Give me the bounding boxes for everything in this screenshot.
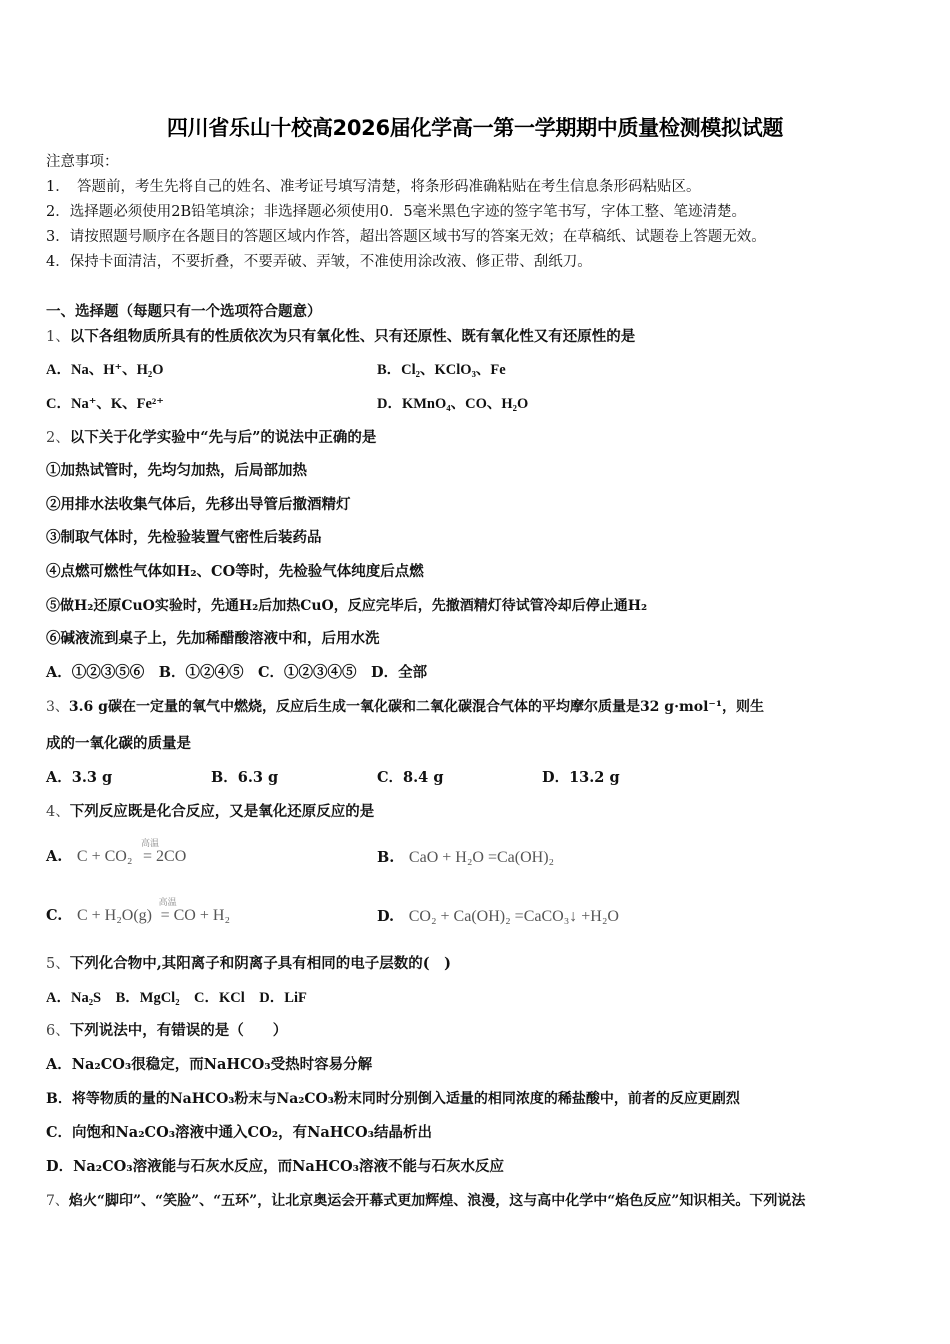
question-number: 2、 [46,430,70,446]
notice-heading: 注意事项： [46,154,119,170]
question-text: 以下关于化学实验中“先与后”的说法中正确的是 [69,429,377,446]
notice-item-3: 3．请按照题号顺序在各题目的答题区域内作答，超出答题区域书写的答案无效；在草稿纸、试题卷上答题无效。 [46,229,766,245]
question-1-stem [46,327,635,347]
q3-option-c: C．8.4 g [377,769,444,786]
equation-right: 高温 = 2CO [143,847,186,867]
option-label: B. [377,849,395,866]
q1-option-d: D．KMnO₄、CO、H₂O [377,396,529,412]
q6-option-a: A．Na₂CO₃很稳定，而NaHCO₃受热时容易分解 [46,1056,373,1073]
page-title: 四川省乐山十校高2026届化学高一第一学期期中质量检测模拟试题 [166,116,784,140]
q2-item-6: ⑥碱液流到桌子上，先加稀醋酸溶液中和，后用水洗 [46,630,380,647]
question-text: 下列说法中，有错误的是（ ） [69,1022,288,1039]
q4-option-c [46,897,231,926]
option-label: A. [46,848,63,865]
q1-option-a: A．Na、H⁺、H₂O [46,362,164,378]
question-text: 下列反应既是化合反应，又是氧化还原反应的是 [69,803,375,820]
question-3-stem-cont: 成的一氧化碳的质量是 [46,735,191,752]
question-number: 3、 [46,699,69,715]
q3-option-d: D．13.2 g [542,769,620,786]
q2-item-3: ③制取气体时，先检验装置气密性后装药品 [46,529,322,546]
notice-item-1: 1． 答题前，考生先将自己的姓名、准考证号填写清楚，将条形码准确粘贴在考生信息条形码粘贴区。 [46,179,701,195]
question-3-stem [46,697,764,717]
option-label: C. [46,907,63,924]
q6-option-b: B．将等物质的量的NaHCO₃粉末与Na₂CO₃粉末同时分别倒入适量的相同浓度的稀盐酸中，前者的反应更剧烈 [46,1091,740,1107]
question-text: 下列化合物中,其阳离子和阴离子具有相同的电子层数的( ) [69,955,452,972]
question-number: 7、 [46,1193,69,1209]
question-5-stem [46,954,451,974]
q2-options: A．①②③⑤⑥ B．①②④⑤ C．①②③④⑤ D．全部 [46,664,428,681]
q5-options: A．Na₂S B．MgCl₂ C．KCl D．LiF [46,990,307,1006]
question-7-stem [46,1191,805,1211]
question-2-stem [46,428,376,448]
question-number: 5、 [46,956,70,972]
q2-item-4: ④点燃可燃性气体如H₂、CO等时，先检验气体纯度后点燃 [46,563,424,580]
q3-option-b: B．6.3 g [211,769,279,786]
q4-option-d [377,907,619,927]
q2-item-1: ①加热试管时，先均匀加热，后局部加热 [46,462,307,479]
q2-item-2: ②用排水法收集气体后，先移出导管后撤酒精灯 [46,496,351,513]
reaction-condition: 高温 [158,897,177,907]
option-label: D. [377,908,395,925]
q1-option-c: C．Na⁺、K、Fe²⁺ [46,396,164,412]
notice-item-4: 4．保持卡面清洁，不要折叠，不要弄破、弄皱，不准使用涂改液、修正带、刮纸刀。 [46,254,592,270]
reaction-condition: 高温 [141,838,160,848]
equation: CaO + H₂O =Ca(OH)₂ [408,849,555,866]
question-number: 6、 [46,1023,70,1039]
q6-option-d: D．Na₂CO₃溶液能与石灰水反应，而NaHCO₃溶液不能与石灰水反应 [46,1158,504,1175]
q4-option-b [377,848,554,868]
q1-option-b: B．Cl₂、KClO₃、Fe [377,362,506,378]
question-6-stem [46,1021,287,1041]
equation: CO₂ + Ca(OH)₂ =CaCO₃↓ +H₂O [408,908,619,925]
q3-option-a: A．3.3 g [46,769,113,786]
question-text: 以下各组物质所具有的性质依次为只有氧化性、只有还原性、既有氧化性又有还原性的是 [69,328,636,345]
q6-option-c: C．向饱和Na₂CO₃溶液中通入CO₂，有NaHCO₃结晶析出 [46,1124,432,1141]
equation-left: C + CO₂ [76,848,133,865]
q4-option-a [46,838,187,867]
question-4-stem [46,802,374,822]
question-number: 1、 [46,329,70,345]
question-text: 3.6 g碳在一定量的氧气中燃烧，反应后生成一氧化碳和二氧化碳混合气体的平均摩尔质量是32 g·mol⁻¹，则生 [68,699,764,715]
question-text: 焰火“脚印”、“笑脸”、“五环”，让北京奥运会开幕式更加辉煌、浪漫，这与高中化学中“焰色反应”知识相关。下列说法 [68,1193,806,1209]
equation-left: C + H₂O(g) [76,907,152,924]
section-heading: 一、选择题（每题只有一个选项符合题意） [46,303,322,320]
q2-item-5: ⑤做H₂还原CuO实验时，先通H₂后加热CuO，反应完毕后，先撤酒精灯待试管冷却后停止通H₂ [46,598,648,614]
notice-item-2: 2．选择题必须使用2B铅笔填涂；非选择题必须使用0．5毫米黑色字迹的签字笔书写，字体工整、笔迹清楚。 [46,204,747,220]
equation-right: 高温 = CO + H₂ [161,906,230,926]
question-number: 4、 [46,804,70,820]
